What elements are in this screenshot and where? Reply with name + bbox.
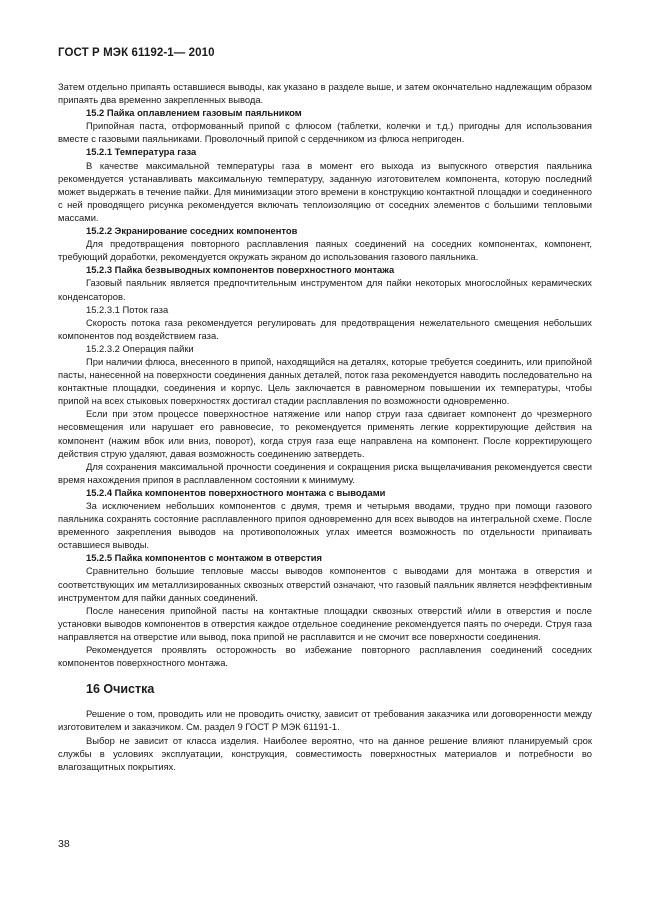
- document-header: ГОСТ Р МЭК 61192-1— 2010: [58, 47, 215, 59]
- body-paragraph: После нанесения припойной пасты на контактные площадки сквозных отверстий и/или в отверстия и после установки выводов компонентов в отверстия каждое отдельное соединение рекомендуется паять по очереди. Струя газа направляется на отверстие или вывод, пока припой не расплавится и не смочит все поверхности соединения.: [58, 604, 592, 642]
- body-paragraph: Затем отдельно припаять оставшиеся выводы, как указано в разделе выше, и затем окончательно надлежащим образом припаять два временно закрепленных вывода.: [58, 81, 592, 106]
- body-paragraph: Газовый паяльник является предпочтительным инструментом для пайки некоторых многослойных керамических конденсаторов.: [58, 277, 592, 302]
- section-heading: 15.2.1 Температура газа: [86, 146, 197, 158]
- body-paragraph: Если при этом процессе поверхностное натяжение или напор струи газа сдвигает компонент до чрезмерного несовмещения или нарушает его равновесие, то рекомендуется применять легкие корректирующие действия на компонент (нажим вбок или вниз, поворот), когда струя газа еще направлена на компонент. После корректирующего действия струю удаляют, давая возможность соединению затвердеть.: [58, 408, 592, 459]
- section-heading: 15.2.3 Пайка безвыводных компонентов поверхностного монтажа: [86, 264, 395, 276]
- body-paragraph: Рекомендуется проявлять осторожность во избежание повторного расплавления соединений соседних компонентов поверхностного монтажа.: [58, 644, 592, 669]
- body-paragraph: При наличии флюса, внесенного в припой, находящийся на деталях, которые требуется соединить, или припойной пасты, нанесенной на поверхности соединения данных деталей, поток газа рекомендуется наводить последовательно на контактные площадки, соединения и корпус. Цель заключается в равномерном повышении их температуры, чтобы припой на всех стыковых поверхностях достигал стадии расплавления по возможности одновременно.: [58, 355, 592, 407]
- section-heading: 15.2.2 Экранирование соседних компонентов: [86, 225, 298, 237]
- body-paragraph: Для предотвращения повторного расплавления паяных соединений на соседних компонентах, компонент, требующий доработки, рекомендуется окружать экраном до использования газового паяльника.: [58, 238, 592, 263]
- subsection-heading: 15.2.3.2 Операция пайки: [86, 342, 194, 354]
- body-paragraph: Сравнительно большие тепловые массы выводов компонентов с выводами для монтажа в отверстия и соответствующих им металлизированных сквозных отверстий означают, что газовый паяльник является неэффективным инструментом для пайки данных соединений.: [58, 565, 592, 603]
- page-number: 38: [58, 838, 70, 850]
- body-paragraph: Для сохранения максимальной прочности соединения и сокращения риска выщелачивания рекомендуется свести время нахождения припоя в расплавленном состоянии к минимуму.: [58, 460, 592, 485]
- body-paragraph: Припойная паста, отформованный припой с флюсом (таблетки, колечки и т.д.) пригодны для использования вместе с газовыми паяльниками. Проволочный припой с сердечником из флюса непригоден.: [58, 120, 592, 145]
- subsection-heading: 15.2.3.1 Поток газа: [86, 303, 169, 315]
- body-paragraph: За исключением небольших компонентов с двумя, тремя и четырьмя вводами, трудно при помощи газового паяльника сохранять состояние расплавленного припоя одновременно для всех выводов на интегральной схеме. После временного закрепления выводов на противоположных углах имеется возможность по отдельности припаивать оставшиеся выводы.: [58, 500, 592, 551]
- section-heading: 15.2 Пайка оплавлением газовым паяльником: [86, 107, 302, 119]
- body-paragraph: Решение о том, проводить или не проводить очистку, зависит от требования заказчика или договоренности между изготовителем и заказчиком. См. раздел 9 ГОСТ Р МЭК 61191-1.: [58, 708, 592, 733]
- section-heading: 15.2.4 Пайка компонентов поверхностного монтажа с выводами: [86, 486, 386, 498]
- section-heading: 15.2.5 Пайка компонентов с монтажом в отверстия: [86, 552, 322, 564]
- chapter-heading: 16 Очистка: [86, 682, 155, 697]
- body-paragraph: Выбор не зависит от класса изделия. Наиболее вероятно, что на данное решение влияют планируемый срок службы в условиях эксплуатации, конструкция, совместимость поверхностных материалов и потребности во влагозащитных покрытиях.: [58, 734, 592, 772]
- body-paragraph: Скорость потока газа рекомендуется регулировать для предотвращения нежелательного смещения небольших компонентов под воздействием газа.: [58, 316, 592, 341]
- body-paragraph: В качестве максимальной температуры газа в момент его выхода из выпускного отверстия паяльника рекомендуется устанавливать максимальную температуру, заданную изготовителем компонента, которую последний может выдержать в течение пайки. Для минимизации этого времени в конструкцию контактной площадки и соединенного с ней проводящего рисунка рекомендуется включать теплоизоляцию от соседних элементов с большими тепловыми массами.: [58, 159, 592, 223]
- document-body: [58, 80, 592, 773]
